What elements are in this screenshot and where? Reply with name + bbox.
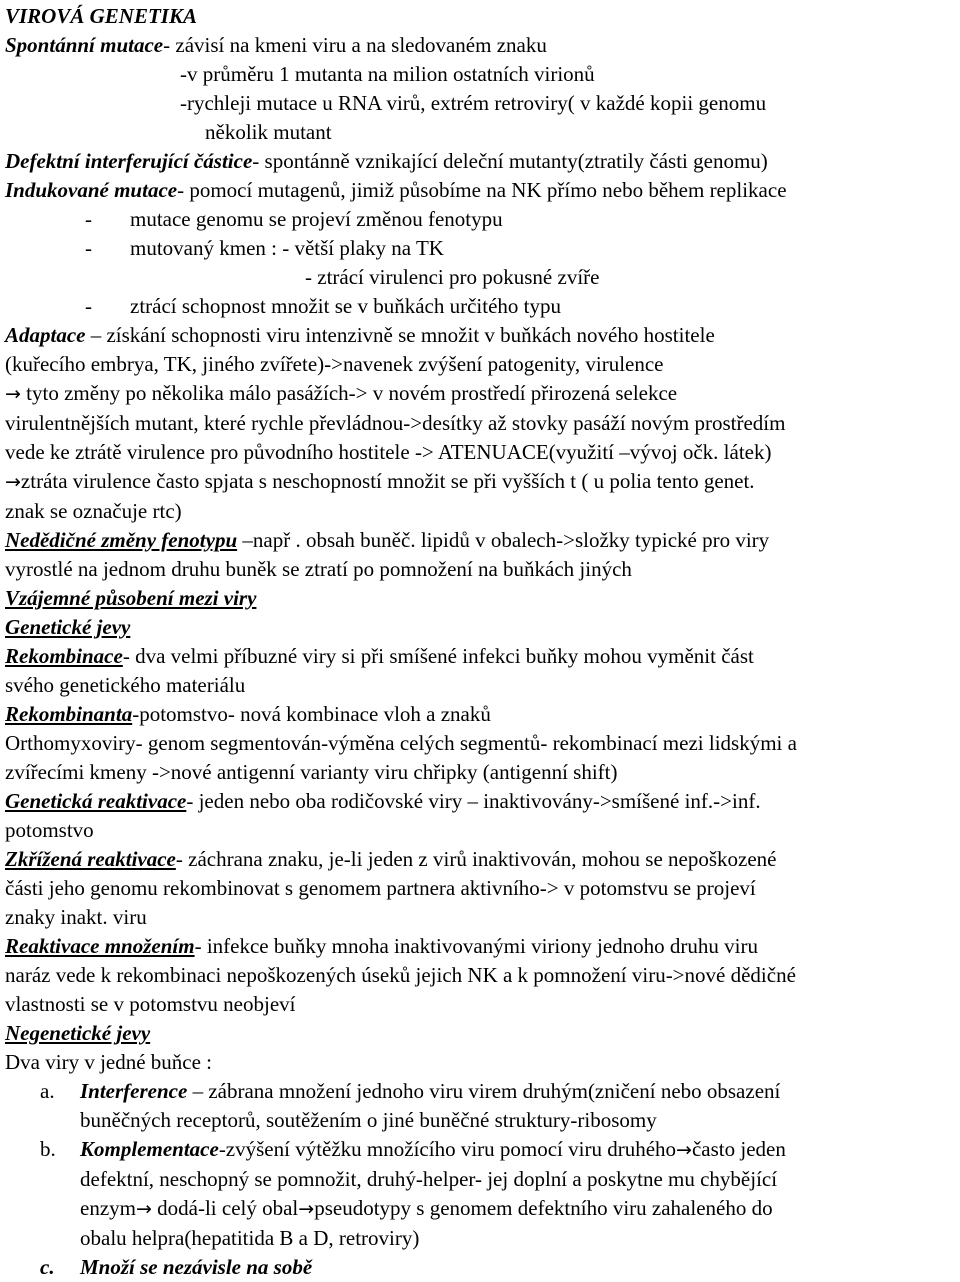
rekombinanta-para [5, 700, 960, 729]
text-line: vyrostlé na jednom druhu buněk se ztratí po pomnožení na buňkách jiných [5, 557, 632, 581]
text-line: - ztrácí virulenci pro pokusné zvíře [305, 265, 600, 289]
document-title: VIROVÁ GENETIKA [5, 4, 197, 28]
nededicne-para [5, 526, 960, 555]
list-marker: c. [40, 1255, 55, 1279]
text: - dva velmi příbuzné viry si při smíšené infekci buňky mohou vyměnit část [122, 644, 754, 668]
text-line: znak se označuje rtc) [5, 499, 182, 523]
text: –např . obsah buněč. lipidů v obalech->složky typické pro viry [237, 528, 770, 552]
text-line: části jeho genomu rekombinovat s genomem partnera aktivního-> v potomstvu se projeví [5, 876, 756, 900]
arrow-right-icon: → [298, 1198, 315, 1220]
arrow-right-icon: → [135, 1198, 152, 1220]
heading-vzajemne: Vzájemné působení mezi viry [5, 586, 257, 610]
term-zkrizena: Zkřížená reaktivace [5, 847, 176, 871]
list-item-a [5, 1077, 960, 1135]
arrow-right-icon: → [5, 471, 21, 493]
heading-geneticke-jevy: Genetické jevy [5, 615, 131, 639]
rekombinace-para [5, 642, 960, 671]
list-marker: a. [40, 1079, 55, 1103]
term-reaktivace-mnozenim: Reaktivace množením [5, 934, 195, 958]
text: - jeden nebo oba rodičovské viry – inaktivovány->smíšené inf.->inf. [186, 789, 761, 813]
text-line: vlastnosti se v potomstvu neobjeví [5, 992, 296, 1016]
text: pseudotypy s genomem defektního viru zahaleného do [314, 1196, 773, 1220]
text: - spontánně vznikající deleční mutanty(ztratily části genomu) [252, 149, 768, 173]
term-nededicne: Nedědičné změny fenotypu [5, 528, 238, 552]
dash-item [5, 292, 960, 321]
text-line: potomstvo [5, 818, 94, 842]
text: enzym [80, 1196, 136, 1220]
list-item-c [5, 1253, 960, 1282]
text: tyto změny po několika málo pasážích-> v novém prostředí přirozená selekce [20, 381, 678, 405]
term-spontanni: Spontánní mutace [5, 33, 164, 57]
adaptace-para [5, 321, 960, 350]
text: – získání schopnosti viru intenzivně se množit v buňkách nového hostitele [85, 323, 715, 347]
arrow-right-icon: → [676, 1139, 692, 1161]
text-line: naráz vede k rekombinaci nepoškozených úseků jejich NK a k pomnožení viru->nové dědičné [5, 963, 796, 987]
text-line: defektní, neschopný se pomnožit, druhý-helper- jej doplní a poskytne mu chybějící [80, 1167, 778, 1191]
reaktivace-mnozenim-para [5, 932, 960, 961]
text-line [80, 1194, 960, 1224]
text: ztrácí schopnost množit se v buňkách určitého typu [130, 294, 561, 318]
text-line: Množí se nezávisle na sobě [80, 1255, 313, 1279]
list-item-b [5, 1135, 960, 1253]
text-line: vede ke ztrátě virulence pro původního hostitele -> ATENUACE(využití –vývoj očk. látek) [5, 440, 772, 464]
list-marker: b. [40, 1137, 56, 1161]
text-line: -rychleji mutace u RNA virů, extrém retroviry( v každé kopii genomu [180, 91, 767, 115]
arrow-right-icon: → [5, 383, 21, 405]
text: -zvýšení výtěžku množícího viru pomocí viru druhého [218, 1137, 677, 1161]
text: – zábrana množení jednoho viru virem druhým(zničení nebo obsazení [187, 1079, 781, 1103]
text: - záchrana znaku, je-li jeden z virů inaktivován, mohou se nepoškozené [175, 847, 777, 871]
text-line: několik mutant [205, 120, 332, 144]
text: často jeden [691, 1137, 786, 1161]
text-line: Orthomyxoviry- genom segmentován-výměna celých segmentů- rekombinací mezi lidskými a [5, 731, 797, 755]
text-line [5, 379, 960, 409]
term-defektni: Defektní interferující částice [5, 149, 253, 173]
text-line [80, 1135, 960, 1165]
term-rekombinanta: Rekombinanta [5, 702, 133, 726]
text: mutovaný kmen : - větší plaky na TK [130, 236, 444, 260]
spontanni-mutace-para [5, 31, 960, 60]
term-adaptace: Adaptace [5, 323, 86, 347]
text: -potomstvo- nová kombinace vloh a znaků [132, 702, 491, 726]
text: dodá-li celý obal [151, 1196, 299, 1220]
defektni-para [5, 147, 960, 176]
term-interference: Interference [80, 1079, 188, 1103]
text-line: svého genetického materiálu [5, 673, 246, 697]
text: - pomocí mutagenů, jimiž působíme na NK přímo nebo během replikace [177, 178, 787, 202]
term-genetic-reaktivace: Genetická reaktivace [5, 789, 187, 813]
text-line: zvířecími kmeny ->nové antigenní varianty viru chřipky (antigenní shift) [5, 760, 618, 784]
text-line: znaky inakt. viru [5, 905, 147, 929]
dash-item [5, 205, 960, 234]
text-line: buněčných receptorů, soutěžením o jiné buněčné struktury-ribosomy [80, 1108, 657, 1132]
text-line: virulentnějších mutant, které rychle převládnou->desítky až stovky pasáží novým prostředím [5, 411, 786, 435]
term-rekombinace: Rekombinace [5, 644, 123, 668]
text-line [80, 1077, 960, 1106]
genetic-reaktivace-para [5, 787, 960, 816]
text-line: -v průměru 1 mutanta na milion ostatních virionů [180, 62, 595, 86]
term-indukovane: Indukované mutace [5, 178, 178, 202]
text-line: (kuřecího embrya, TK, jiného zvířete)->navenek zvýšení patogenity, virulence [5, 352, 664, 376]
text: - infekce buňky mnoha inaktivovanými viriony jednoho druhu viru [194, 934, 758, 958]
text: ztráta virulence často spjata s neschopností množit se při vyšších t ( u polia tento genet. [20, 469, 755, 493]
term-komplementace: Komplementace [80, 1137, 219, 1161]
dash-mark: - [85, 294, 92, 318]
text-line: Dva viry v jedné buňce : [5, 1050, 213, 1074]
dash-item [5, 234, 960, 263]
dash-mark: - [85, 207, 92, 231]
text: - závisí na kmeni viru a na sledovaném znaku [163, 33, 547, 57]
text-line [5, 467, 960, 497]
heading-negeneticke: Negenetické jevy [5, 1021, 151, 1045]
dash-mark: - [85, 236, 92, 260]
text: mutace genomu se projeví změnou fenotypu [130, 207, 503, 231]
indukovane-para [5, 176, 960, 205]
text-line: obalu helpra(hepatitida B a D, retroviry) [80, 1226, 420, 1250]
zkrizena-para [5, 845, 960, 874]
